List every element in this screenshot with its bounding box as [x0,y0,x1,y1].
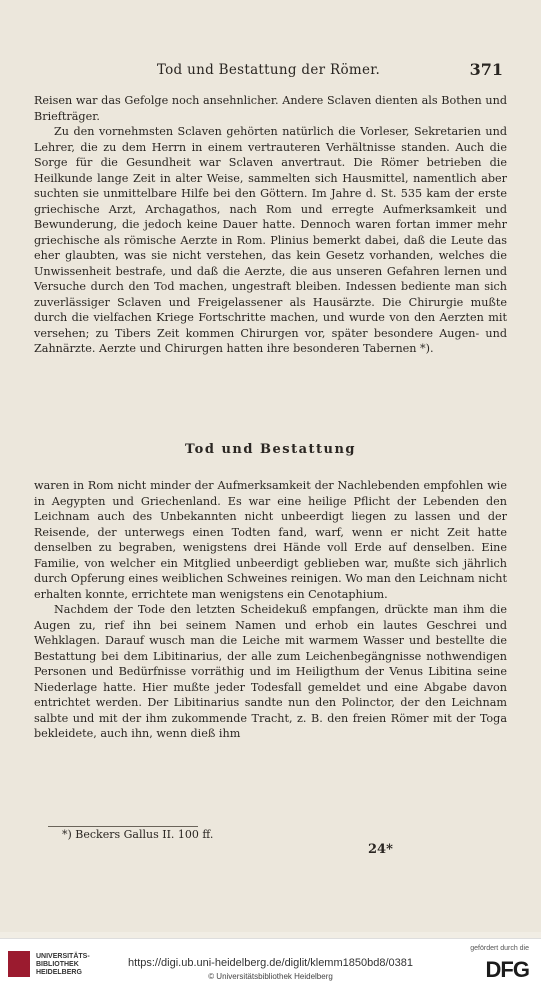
paragraph: waren in Rom nicht minder der Aufmerksamkeit der Nachlebenden empfohlen wie in Aegypten und Griechenland. Es war eine heilige Pflicht der Lebenden den Leichnam auch des Unbekannten nicht unbeerdigt liegen zu lassen und der Reisende, der unterwegs einen Todten fand, warf, wenn er nicht Zeit hatte denselben zu begraben, wenigstens drei Hände voll Erde auf denselben. Eine Familie, von welcher ein Mitglied unbeerdigt geblieben war, mußte sich jährlich durch Opferung eines weiblichen Schweines reinigen. Wo man den Leichnam nicht erhalten konnte, errichtete man wenigstens ein Cenotaphium. [34,479,507,601]
signature-mark: 24* [368,842,393,857]
dfg-logo: DFG [485,957,529,982]
page-number: 371 [469,60,503,79]
copyright: © Universitätsbibliothek Heidelberg [208,972,333,981]
paragraph: Zu den vornehmsten Sclaven gehörten natürlich die Vorleser, Sekretarien und Lehrer, die zu dem Herrn in einem vertrauteren Verhältnisse standen. Auch die Sorge für die Gesundheit war Sclaven anvertraut. Die Römer betrieben die Heilkunde lange Zeit in alter Weise, sammelten sich Hausmittel, namentlich aber suchten sie unmittelbare Hilfe bei den Göttern. Im Jahre d. St. 535 kam der erste griechische Arzt, Archagathos, nach Rom und erregte Aufmerksamkeit und Bewunderung, die jedoch keine Dauer hatte. Dennoch waren fortan immer mehr griechische als römische Aerzte in Rom. Plinius bemerkt dabei, daß die Leute das eher glaubten, was sie nicht verstehen, das kein Gesetz vorhanden, welches die Unwissenheit bestrafe, und daß die Aerzte, die aus unseren Gefahren lernen und Versuche durch den Tod machen, ungestraft bleiben. Indessen bediente man sich zuverlässiger Sclaven und Freigelassener als Hausärzte. Die Chirurgie mußte durch die vielfachen Kriege Fortschritte machen, und wurde von den Aerzten mit versehen; zu Tibers Zeit kommen Chirurgen vor, später besondere Augen- und Zahnärzte. Aerzte und Chirurgen hatten ihre besonderen Tabernen *). [34,125,507,355]
text-block-1 [34,93,507,357]
running-head [34,60,503,82]
running-title: Tod und Bestattung der Römer. [156,62,381,78]
paragraph: Nachdem der Tode den letzten Scheidekuß empfangen, drückte man ihm die Augen zu, rief ihn bei seinem Namen und erhob ein lautes Geschrei und Wehklagen. Darauf wusch man die Leiche mit warmem Wasser und bestellte die Bestattung bei dem Libitinarius, der alle zum Leichenbegängnisse nothwendigen Personen und Bedürfnisse vorräthig und im Heiligthum der Venus Libitina seine Niederlage hatte. Hier mußte jeder Todesfall gemeldet und eine Abgabe davon entrichtet werden. Der Libitinarius sandte nun den Polinctor, der den Leichnam salbte und mit der ihm zukommende Tracht, z. B. den freien Römer mit der Toga bekleidete, auch ihn, wenn dieß ihm [34,603,507,740]
viewer-footer [0,938,541,991]
section-heading: Tod und Bestattung [185,442,356,457]
footnote: *) Beckers Gallus II. 100 ff. [62,828,214,841]
paragraph: Reisen war das Gefolge noch ansehnlicher. Andere Sclaven dienten als Bothen und Briefträger. [34,94,507,123]
funded-by: gefördert durch die [470,945,529,952]
library-name: UNIVERSITÄTS- BIBLIOTHEK HEIDELBERG [36,953,90,976]
text-block-2 [34,478,507,742]
permalink[interactable]: https://digi.ub.uni-heidelberg.de/diglit/klemm1850bd8/0381 [128,957,413,969]
footnote-rule [48,826,198,827]
